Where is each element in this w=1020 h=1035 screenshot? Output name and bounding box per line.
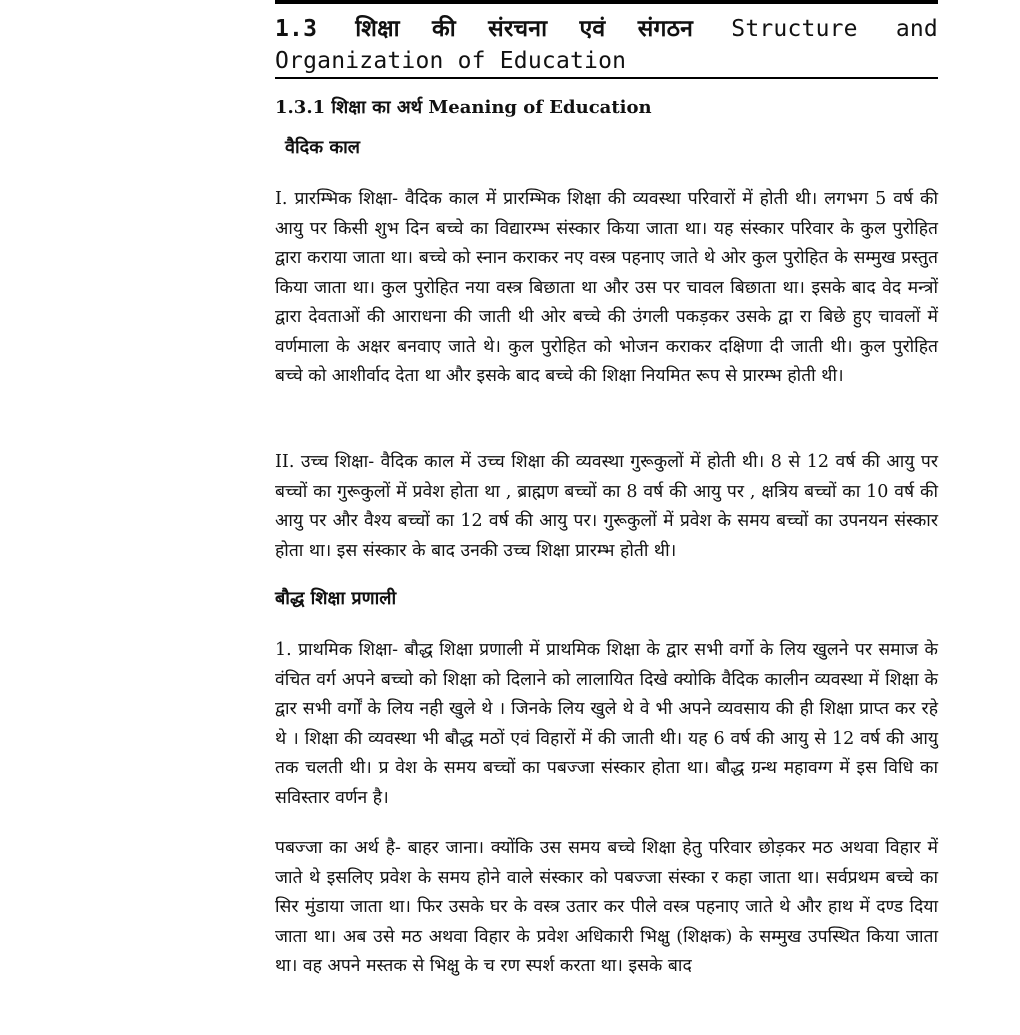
buddhist-system-heading: बौद्ध शिक्षा प्रणाली (275, 588, 397, 609)
top-rule (275, 0, 938, 4)
paragraph-primary-education: I. प्रारम्भिक शिक्षा- वैदिक काल में प्रारम्भिक शिक्षा की व्यवस्था परिवारों में होती थी। लगभग 5 वर्ष की आयु पर किसी शुभ दिन बच्चे का विद्यारम्भ संस्कार किया जाता था। यह संस्कार परिवार के कुल पुरोहित द्वारा कराया जाता था। बच्चे को स्नान कराकर नए वस्त्र पहनाए जाते थे ओर कुल पुरोहित के सम्मुख प्रस्तुत किया जाता था। कुल पुरोहित नया वस्त्र बिछाता था और उस पर चावल बिछाता था। इसके बाद वेद मन्त्रों द्वारा देवताओं की आराधना की जाती थी ओर बच्चे की उंगली पकड़कर उसके द्वा रा बिछे हुए चावलों में वर्णमाला के अक्षर बनवाए जाते थे। कुल पुरोहित को भोजन कराकर दक्षिणा दी जाती थी। कुल पुरोहित बच्चे को आशीर्वाद देता था और इसके बाद बच्चे की शिक्षा नियमित रूप से प्रारम्भ होती थी। (275, 189, 938, 386)
vedic-period-heading: वैदिक काल (285, 137, 361, 158)
subsection-heading: 1.3.1 शिक्षा का अर्थ Meaning of Education (275, 97, 652, 118)
section-title-hindi: शिक्षा की संरचना एवं संगठन (355, 15, 694, 42)
heading-rule (275, 77, 938, 79)
paragraph-pabbajja: पबज्जा का अर्थ है- बाहर जाना। क्योंकि उस समय बच्चे शिक्षा हेतु परिवार छोड़कर मठ अथवा विहार में जाते थे इसलिए प्रवेश के समय होने वाले संस्कार को पबज्जा संस्का र कहा जाता था। सर्वप्रथम बच्चे का सिर मुंडाया जाता था। फिर उसके घर के वस्त्र उतार कर पीले वस्त्र पहनाए जाते थे और हाथ में दण्ड दिया जाता था। अब उसे मठ अथवा विहार के प्रवेश अधिकारी भिक्षु (शिक्षक) के सम्मुख उपस्थित किया जाता था। वह अपने मस्तक से भिक्षु के च रण स्पर्श करता था। इसके बाद (275, 838, 938, 976)
paragraph-buddhist-primary: 1. प्राथमिक शिक्षा- बौद्ध शिक्षा प्रणाली में प्राथमिक शिक्षा के द्वार सभी वर्गो के लिय खुलने पर समाज के वंचित वर्ग अपने बच्चो को शिक्षा को दिलाने को लालायित दिखे क्योकि वैदिक कालीन व्यवस्था में शिक्षा के द्वार सभी वर्गों के लिय नही खुले थे । जिनके लिय खुले थे वे भी अपने व्यवसाय की ही शिक्षा प्राप्त कर रहे थे । शिक्षा की व्यवस्था भी बौद्ध मठों एवं विहारों में की जाती थी। यह 6 वर्ष की आयु से 12 वर्ष की आयु तक चलती थी। प्र वेश के समय बच्चों का पबज्जा संस्कार होता था। बौद्ध ग्रन्थ महावग्ग में इस विधि का सविस्तार वर्णन है। (275, 640, 938, 808)
section-heading (275, 13, 938, 77)
paragraph-higher-education: II. उच्च शिक्षा- वैदिक काल में उच्च शिक्षा की व्यवस्था गुरूकुलों में होती थी। 8 से 12 वर्ष की आयु पर बच्चों का गुरूकुलों में प्रवेश होता था , ब्राह्मण बच्चों का 8 वर्ष की आयु पर , क्षत्रिय बच्चों का 10 वर्ष की आयु पर और वैश्य बच्चों का 12 वर्ष की आयु पर। गुरूकुलों में प्रवेश के समय बच्चों का उपनयन संस्कार होता था। इस संस्कार के बाद उनकी उच्च शिक्षा प्रारम्भ होती थी। (275, 452, 938, 561)
section-title-english: Structure and Organization of Education (275, 16, 938, 74)
section-number: 1.3 (275, 16, 318, 42)
